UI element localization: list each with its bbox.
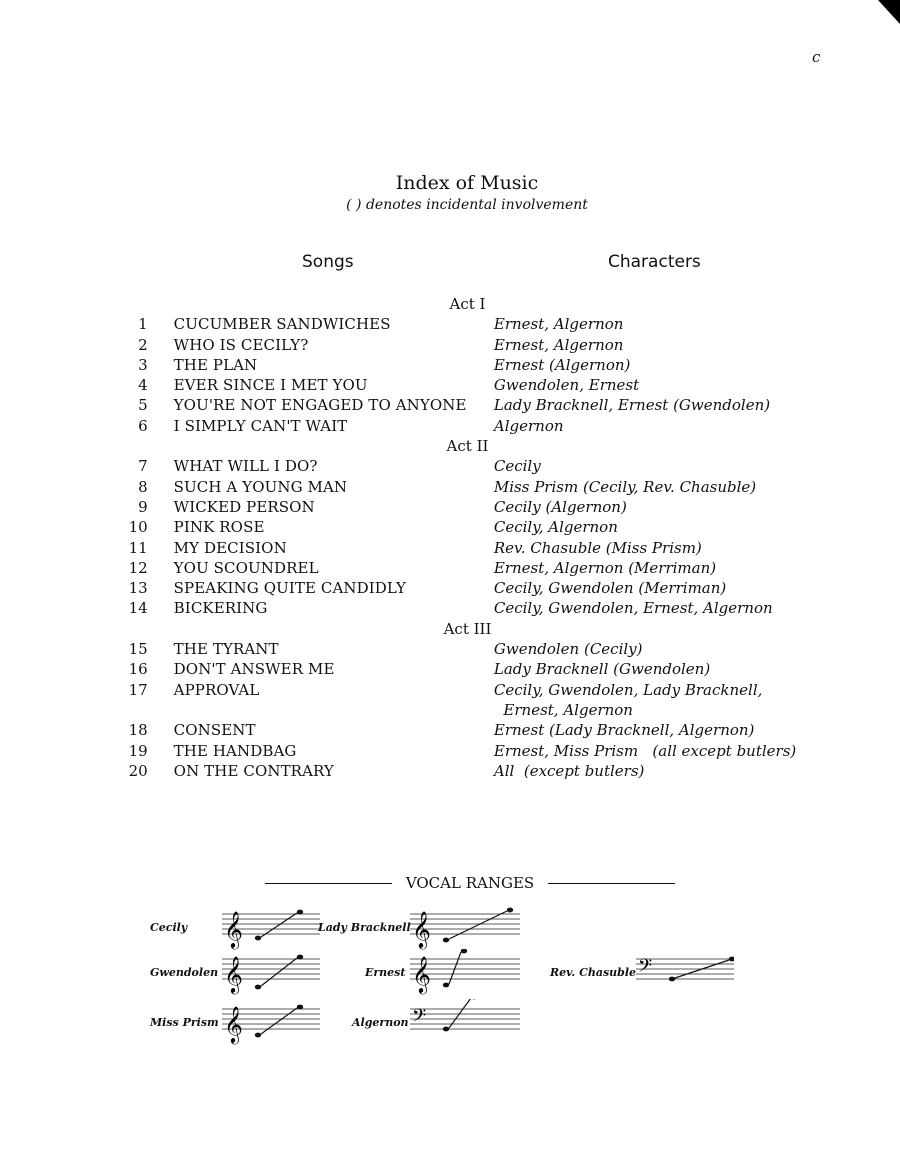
high-note [297,1005,303,1010]
song-characters: Lady Bracknell (Gwendolen) [493,660,711,679]
song-title: I SIMPLY CAN'T WAIT [173,416,348,435]
vocal-range-staff [410,949,520,999]
song-title: WICKED PERSON [173,497,315,516]
song-characters: Ernest, Algernon [493,335,624,354]
song-characters: Cecily, Gwendolen (Merriman) [493,579,727,598]
voice-label: Gwendolen [150,966,219,979]
song-number: 2 [138,335,148,354]
song-title: PINK ROSE [173,518,265,537]
range-slur [261,1008,297,1034]
song-title: THE PLAN [173,355,258,374]
song-characters: All (except butlers) [493,761,645,780]
low-note [255,985,261,990]
song-title: DON'T ANSWER ME [173,660,335,679]
low-note [443,1027,449,1032]
song-row [120,517,820,537]
song-characters: Rev. Chasuble (Miss Prism) [493,538,702,557]
heading-rule-right [548,883,675,884]
low-note [255,936,261,941]
high-note [297,910,303,915]
song-characters: Cecily (Algernon) [493,497,627,516]
song-title: SUCH A YOUNG MAN [173,477,348,496]
song-row [120,477,820,497]
range-slur [449,911,507,939]
song-title: YOU'RE NOT ENGAGED TO ANYONE [173,396,467,415]
song-row [120,355,820,375]
range-slur [261,913,297,937]
voice-label: Rev. Chasuble [550,966,637,979]
treble-clef-icon: 𝄞 [224,910,243,948]
song-row [120,416,820,436]
high-note [507,908,513,913]
page-letter: c [812,48,821,66]
song-number: 1 [138,315,148,334]
voice-label: Algernon [352,1016,409,1029]
song-row [120,314,820,334]
song-number: 13 [128,579,148,598]
song-row [120,761,820,781]
song-title: WHAT WILL I DO? [173,457,318,476]
song-characters: Gwendolen (Cecily) [493,640,643,659]
vocal-ranges-title: VOCAL RANGES [405,874,535,892]
song-characters: Ernest (Algernon) [493,355,631,374]
bass-clef-icon: 𝄢 [412,1006,427,1031]
song-row [120,395,820,415]
treble-clef-icon: 𝄞 [412,955,431,993]
voice-label: Cecily [150,921,188,934]
song-title: WHO IS CECILY? [173,335,309,354]
high-note [461,949,467,953]
song-characters: Ernest, Algernon (Merriman) [493,558,717,577]
low-note [255,1033,261,1038]
vocal-range-staff [636,949,734,999]
page-corner-fold [878,0,900,24]
song-number: 10 [128,518,148,537]
song-number: 19 [128,741,148,760]
heading-rule-left [265,883,392,884]
song-characters: Miss Prism (Cecily, Rev. Chasuble) [493,477,757,496]
song-title: THE TYRANT [173,640,279,659]
song-row [120,497,820,517]
voice-label: Ernest [365,966,406,979]
song-title: BICKERING [173,599,268,618]
page-title: Index of Music [395,172,539,194]
music-index [120,294,820,781]
song-characters: Ernest, Algernon [493,315,624,334]
song-row [120,335,820,355]
song-characters: Ernest (Lady Bracknell, Algernon) [493,721,755,740]
song-number: 14 [128,599,148,618]
vocal-range-staff [410,999,520,1049]
vocal-range-staff [222,949,320,999]
song-number: 15 [128,640,148,659]
song-title: EVER SINCE I MET YOU [173,376,368,395]
song-number: 4 [138,376,148,395]
song-number: 6 [138,416,148,435]
song-characters: Cecily, Gwendolen, Lady Bracknell, Ernest, Algernon [493,680,763,719]
song-number: 7 [138,457,148,476]
vocal-ranges-heading [265,874,675,892]
voice-label: Miss Prism [150,1016,219,1029]
song-number: 8 [138,477,148,496]
characters-column-header: Characters [608,252,701,272]
song-characters: Algernon [493,416,564,435]
voice-label: Lady Bracknell [318,921,411,934]
low-note [443,983,449,988]
song-number: 12 [128,558,148,577]
song-number: 17 [128,680,148,699]
low-note [669,977,675,982]
song-title: ON THE CONTRARY [173,761,334,780]
song-row [120,680,820,721]
song-row [120,578,820,598]
song-number: 11 [128,538,148,557]
act-heading: Act III [443,619,492,638]
page-subtitle: ( ) denotes incidental involvement [346,197,588,213]
songs-column-header: Songs [302,252,354,272]
vocal-range-staff [222,999,320,1049]
song-row [120,720,820,740]
treble-clef-icon: 𝄞 [224,1005,243,1043]
song-title: APPROVAL [173,680,260,699]
song-row [120,639,820,659]
song-characters: Ernest, Miss Prism (all except butlers) [493,741,797,760]
song-row [120,456,820,476]
act-heading: Act II [446,437,489,456]
song-characters: Gwendolen, Ernest [493,376,640,395]
song-number: 9 [138,497,148,516]
song-characters: Cecily, Gwendolen, Ernest, Algernon [493,599,773,618]
song-number: 16 [128,660,148,679]
song-title: THE HANDBAG [173,741,297,760]
song-title: YOU SCOUNDREL [173,558,319,577]
range-slur [261,958,297,986]
treble-clef-icon: 𝄞 [224,955,243,993]
act-heading: Act I [449,295,486,313]
song-title: CUCUMBER SANDWICHES [173,315,391,334]
song-row [120,375,820,395]
low-note [443,938,449,943]
song-title: MY DECISION [173,538,287,557]
high-note [297,955,303,960]
song-number: 18 [128,721,148,740]
vocal-range-staff [410,904,520,954]
song-number: 20 [128,761,148,780]
song-title: CONSENT [173,721,256,740]
song-row [120,598,820,618]
song-row [120,538,820,558]
bass-clef-icon: 𝄢 [638,956,653,981]
song-row [120,659,820,679]
song-row [120,741,820,761]
song-characters: Lady Bracknell, Ernest (Gwendolen) [493,396,771,415]
song-row [120,558,820,578]
song-number: 3 [138,355,148,374]
vocal-range-staff [222,904,320,954]
treble-clef-icon: 𝄞 [412,910,431,948]
song-number: 5 [138,396,148,415]
high-note [729,957,734,962]
song-title: SPEAKING QUITE CANDIDLY [173,579,407,598]
song-characters: Cecily [493,457,541,476]
song-characters: Cecily, Algernon [493,518,618,537]
